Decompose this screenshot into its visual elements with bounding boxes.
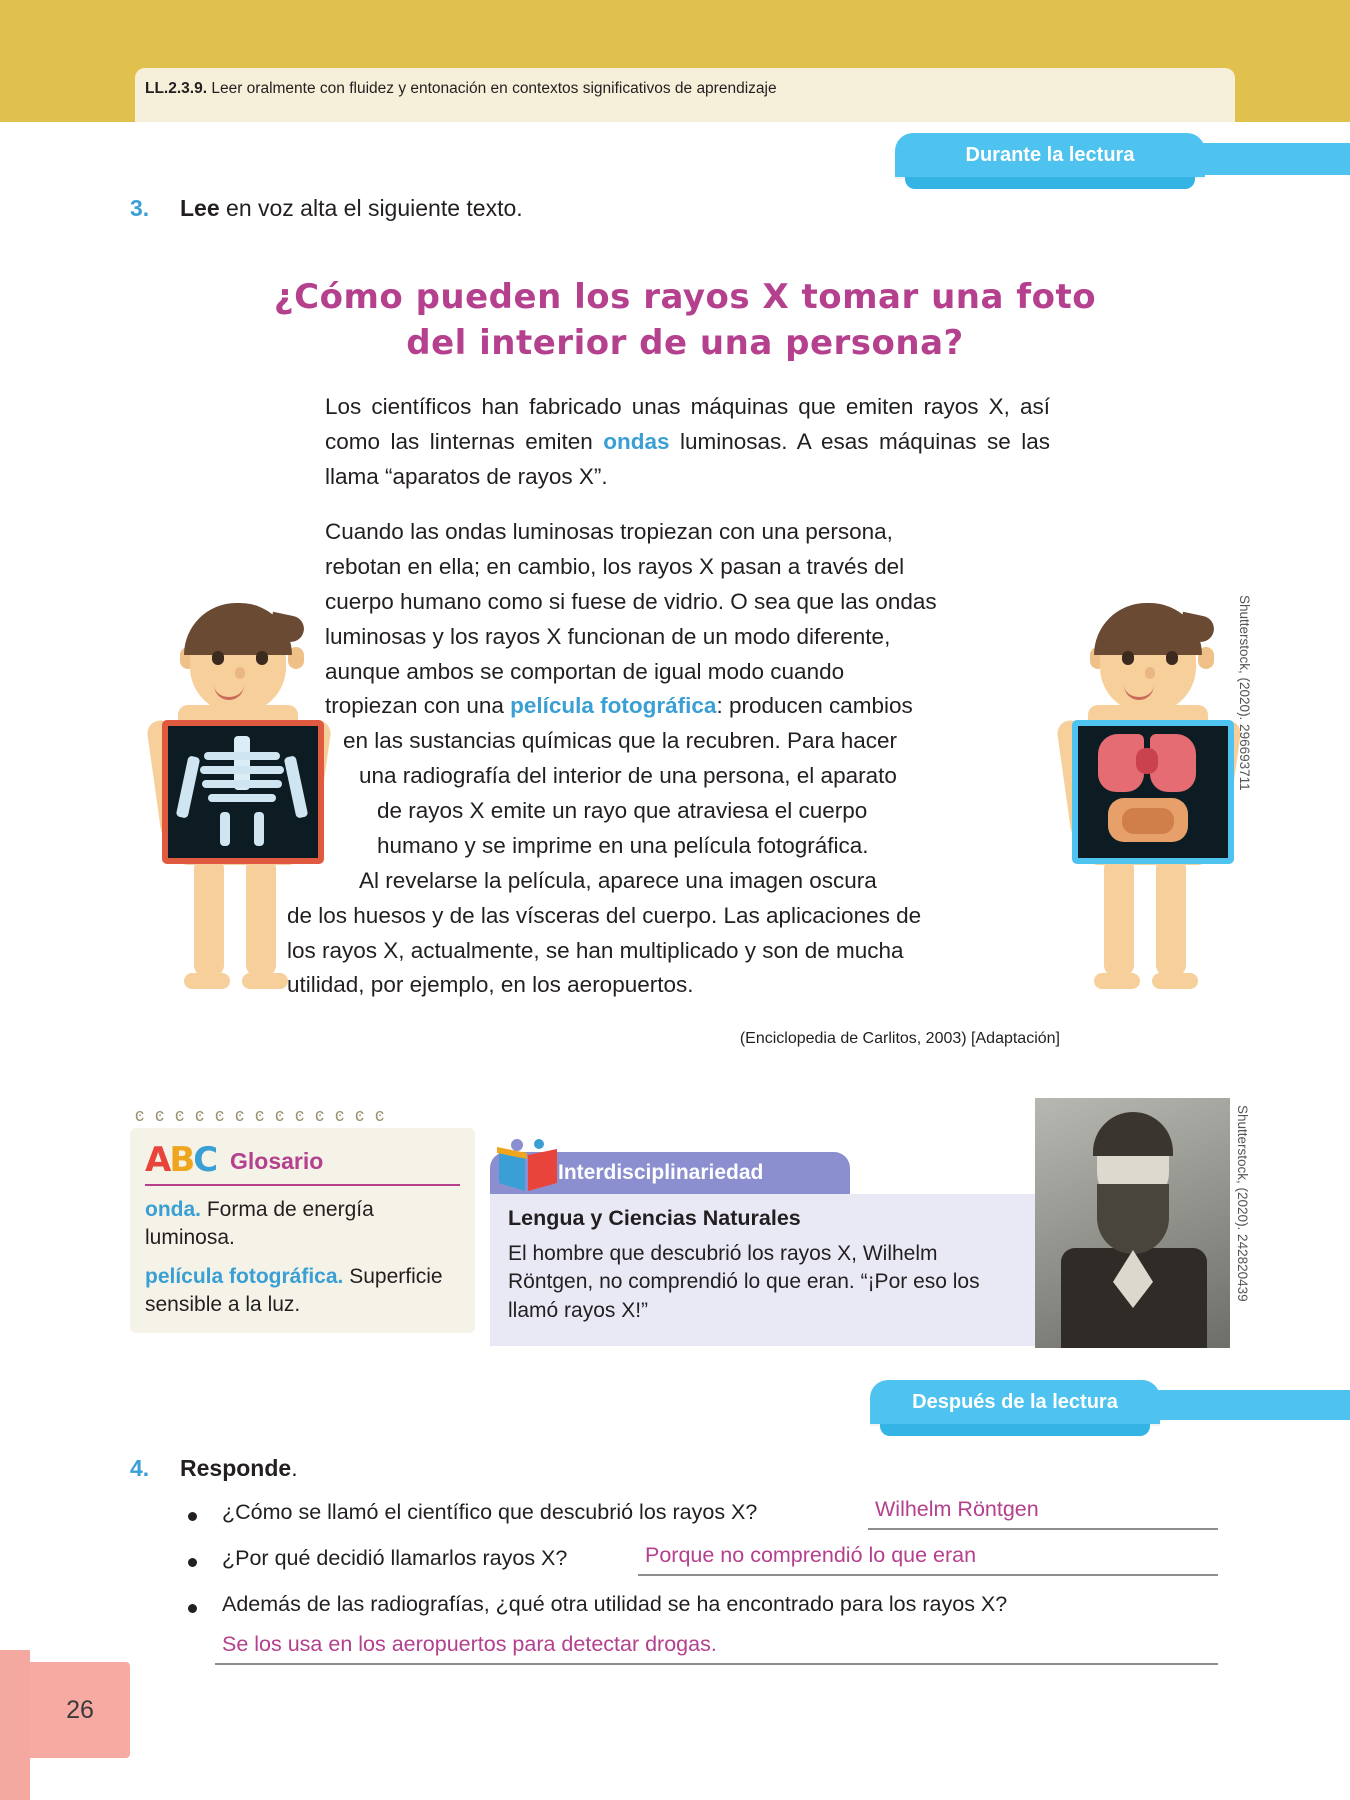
p2-line-7: en las sustancias químicas que la recubren. Para hacer: [343, 728, 898, 754]
glossary-title: Glosario: [230, 1148, 324, 1174]
activity-3-number: 3.: [130, 195, 150, 221]
article-paragraph-2: [287, 515, 1050, 1003]
foot-right: [1152, 973, 1198, 989]
article-title: [250, 275, 1120, 367]
credit-illustration: Shutterstock, (2020). 296693711: [1237, 595, 1252, 791]
glossary-term-2: película fotográfica.: [145, 1264, 344, 1288]
tab-durante-label: Durante la lectura: [965, 143, 1135, 166]
nose: [235, 667, 245, 679]
answer-1[interactable]: Wilhelm Röntgen: [875, 1497, 1039, 1521]
photo-rontgen: [1035, 1098, 1230, 1348]
tab-despues-label: Después de la lectura: [912, 1390, 1118, 1413]
activity-4-verb: Responde: [180, 1455, 292, 1481]
answer-line-3: [215, 1663, 1218, 1665]
page-number: 26: [66, 1695, 94, 1724]
p2-line-13: los rayos X, actualmente, se han multiplicado y son de mucha: [287, 937, 904, 963]
tab-despues-shadow: [880, 1424, 1150, 1436]
article-paragraph-1: [325, 390, 1050, 495]
leg-right: [246, 857, 276, 977]
answer-line-1: [868, 1528, 1218, 1530]
interdisciplinariedad-text: El hombre que descubrió los rayos X, Wilhelm Röntgen, no comprendió lo que eran. “¡Por eso los llamó rayos X!”: [508, 1242, 980, 1322]
activity-4-number: 4.: [130, 1455, 150, 1481]
leg-right: [1156, 857, 1186, 977]
p2-line-1: Cuando las ondas luminosas tropiezan con una persona,: [325, 519, 893, 544]
nose: [1145, 667, 1155, 679]
p2-line-4: luminosas y los rayos X funcionan de un modo diferente,: [325, 623, 891, 649]
xray-plate-skeleton: [162, 720, 324, 864]
bullet-3: [188, 1604, 197, 1613]
glossary-entries: [145, 1196, 465, 1319]
photo-beard: [1097, 1184, 1169, 1254]
glossary-spiral-decoration: ͼͼͼͼͼͼͼͼͼͼͼͼͼ: [135, 1105, 395, 1125]
page-number-box: [30, 1662, 130, 1758]
question-3: Además de las radiografías, ¿qué otra utilidad se ha encontrado para los rayos X?: [222, 1592, 1008, 1616]
p1-part-a: Los científicos han fabricado unas máquinas que emiten rayos X, así como las linternas emiten: [325, 394, 1050, 454]
activity-4-rest: .: [291, 1455, 298, 1481]
eye-right: [256, 651, 268, 665]
p1-part-b: luminosas. A esas máquinas se las llama “aparatos de rayos X”.: [325, 428, 1050, 489]
answer-line-2: [638, 1574, 1218, 1576]
p2-line-10: humano y se imprime en una película fotográfica.: [377, 832, 869, 858]
footer-color-strip: [0, 1650, 30, 1800]
p2-line-11: Al revelarse la película, aparece una imagen oscura: [359, 867, 877, 893]
credit-photo: Shutterstock, (2020). 242820439: [1235, 1105, 1250, 1302]
p2-line-9: de rayos X emite un rayo que atraviesa el cuerpo: [377, 798, 868, 823]
eye-left: [212, 651, 224, 665]
foot-left: [184, 973, 230, 989]
glossary-entry-1: [145, 1196, 465, 1253]
glossary-link-ondas[interactable]: ondas: [603, 428, 670, 454]
glossary-def-1: Forma de energía luminosa.: [145, 1198, 374, 1250]
standard-code: LL.2.3.9.: [145, 80, 208, 97]
xray-plate-organs: [1072, 720, 1234, 864]
leg-left: [1104, 857, 1134, 977]
tab-durante-shadow: [905, 177, 1195, 189]
foot-right: [242, 973, 288, 989]
p2-line-5: aunque ambos se comportan de igual modo cuando: [325, 658, 845, 684]
answer-2[interactable]: Porque no comprendió lo que eran: [645, 1543, 977, 1567]
eye-left: [1122, 651, 1134, 665]
activity-4-instruction: [180, 1455, 298, 1482]
p2-line-3: cuerpo humano como si fuese de vidrio. O sea que las ondas: [325, 588, 937, 614]
glossary-link-pelicula[interactable]: película fotográfica: [510, 693, 717, 719]
interdisciplinariedad-label: Interdisciplinariedad: [558, 1161, 764, 1184]
article-title-line-2: del interior de una persona?: [406, 322, 964, 363]
p2-line-6b: : producen cambios: [716, 693, 913, 719]
glossary-divider: [145, 1184, 460, 1186]
article-source: (Enciclopedia de Carlitos, 2003) [Adaptación]: [739, 1030, 1060, 1047]
tab-durante-la-lectura[interactable]: [895, 133, 1205, 177]
p2-line-6: [325, 689, 1050, 724]
bullet-2: [188, 1558, 197, 1567]
abc-letter-c: C: [193, 1140, 217, 1180]
activity-3-verb: Lee: [180, 195, 220, 221]
bullet-1: [188, 1512, 197, 1521]
glossary-def-2: Superficie sensible a la luz.: [145, 1264, 443, 1317]
standard-description: Leer oralmente con fluidez y entonación en contextos significativos de aprendizaje: [211, 80, 777, 97]
tab-despues-de-la-lectura[interactable]: [870, 1380, 1160, 1424]
p2-line-2: rebotan en ella; en cambio, los rayos X pasan a través del: [325, 553, 905, 579]
question-2: ¿Por qué decidió llamarlos rayos X?: [222, 1546, 568, 1570]
glossary-entry-2: [145, 1263, 465, 1320]
abc-letter-b: B: [169, 1140, 194, 1180]
answer-3[interactable]: Se los usa en los aeropuertos para detectar drogas.: [222, 1632, 717, 1656]
leg-left: [194, 857, 224, 977]
p2-line-8: una radiografía del interior de una persona, el aparato: [359, 763, 897, 789]
abc-letter-a: A: [145, 1140, 170, 1180]
p2-line-12: de los huesos y de las vísceras del cuerpo. Las aplicaciones de: [287, 902, 922, 928]
book-icon: [495, 1135, 561, 1197]
foot-left: [1094, 973, 1140, 989]
interdisciplinariedad-heading: Lengua y Ciencias Naturales: [508, 1206, 801, 1230]
p2-line-14: utilidad, por ejemplo, en los aeropuertos.: [287, 972, 694, 998]
activity-3-rest: en voz alta el siguiente texto.: [219, 195, 523, 221]
standard-text: [145, 80, 1205, 99]
glossary-term-1: onda.: [145, 1198, 201, 1221]
activity-3-instruction: [180, 195, 523, 222]
article-title-line-1: ¿Cómo pueden los rayos X tomar una foto: [273, 277, 1097, 317]
question-1: ¿Cómo se llamó el científico que descubrió los rayos X?: [222, 1500, 758, 1524]
abc-icon: [145, 1140, 216, 1180]
p2-line-6a: tropiezan con una: [325, 693, 511, 719]
eye-right: [1166, 651, 1178, 665]
